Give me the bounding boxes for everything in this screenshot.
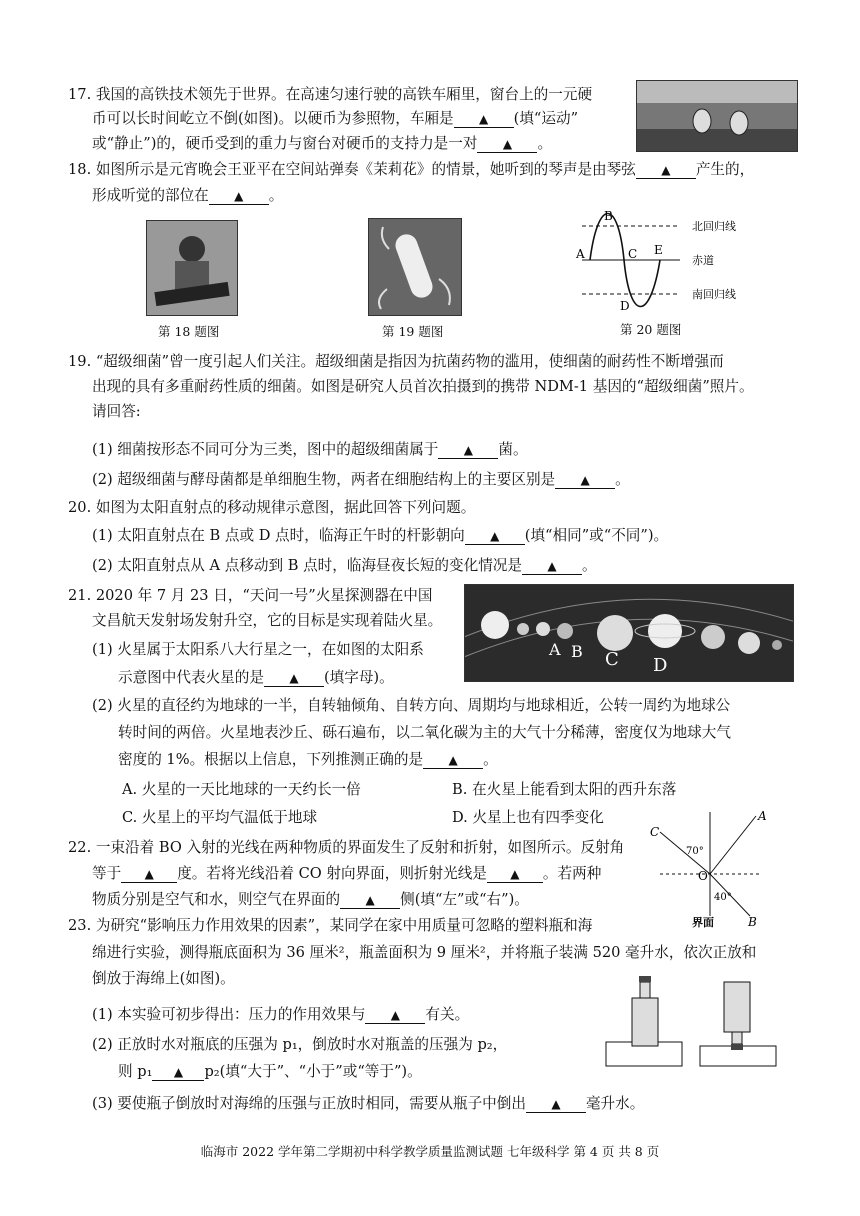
figure-20-sun-direct-point-diagram bbox=[568, 206, 768, 318]
figure-23-bottle-sponge-diagram bbox=[602, 974, 782, 1070]
figure-22-light-refraction-diagram bbox=[640, 808, 770, 928]
answer-blank: ▲ bbox=[580, 473, 590, 487]
q19-line1: 19. “超级细菌”曾一度引起人们关注。超级细菌是指因为抗菌药物的滥用，使细菌的耐药性不断增强而 bbox=[68, 353, 724, 370]
figure-19-bacteria-photo bbox=[368, 218, 462, 316]
q23-sub3: (3) 要使瓶子倒放时对海绵的压强与正放时相同，需要从瓶子中倒出 ▲ 毫升水。 bbox=[92, 1095, 645, 1112]
q22-line2: 等于 ▲ 度。若将光线沿着 CO 射向界面，则折射光线是 ▲ 。若两种 bbox=[92, 865, 602, 882]
label-o: O bbox=[698, 869, 708, 883]
q18-line2: 形成听觉的部位在 ▲ 。 bbox=[92, 187, 284, 204]
q23-sub2-line2: 则 p₁ ▲ p₂(填“大于”、“小于”或“等于”)。 bbox=[118, 1063, 422, 1080]
bottle-inverted bbox=[724, 982, 750, 1032]
angle-40-label: 40° bbox=[714, 892, 732, 903]
answer-blank: ▲ bbox=[510, 867, 520, 881]
answer-blank: ▲ bbox=[390, 1008, 401, 1022]
q20-sub1: (1) 太阳直射点在 B 点或 D 点时，临海正午时的杆影朝向 ▲ (填“相同”或“不同”)。 bbox=[92, 527, 669, 544]
q23-sub1: (1) 本实验可初步得出：压力的作用效果与 ▲ 有关。 bbox=[92, 1006, 470, 1023]
q23-sub2-line1: (2) 正放时水对瓶底的压强为 p₁，倒放时水对瓶盖的压强为 p₂， bbox=[92, 1036, 508, 1053]
figure-18-guzheng-photo bbox=[146, 220, 238, 316]
planet-b-label: B bbox=[571, 642, 583, 661]
page-footer: 临海市 2022 学年第二学期初中科学教学质量监测试题 七年级科学 第 4 页 共 8 页 bbox=[200, 1144, 660, 1159]
q21-option-b: B. 在火星上能看到太阳的西升东落 bbox=[452, 781, 677, 798]
q21-option-c: C. 火星上的平均气温低于地球 bbox=[122, 809, 318, 826]
answer-blank: ▲ bbox=[490, 529, 500, 543]
answer-blank: ▲ bbox=[365, 893, 375, 907]
planet-c-label: C bbox=[605, 649, 619, 670]
ray-oa bbox=[710, 816, 756, 874]
point-c-label: C bbox=[628, 247, 638, 261]
answer-blank: ▲ bbox=[144, 867, 154, 881]
answer-blank: ▲ bbox=[234, 189, 244, 203]
label-a: A bbox=[758, 809, 767, 823]
answer-blank: ▲ bbox=[551, 1097, 561, 1111]
answer-blank: ▲ bbox=[448, 753, 458, 767]
answer-blank: ▲ bbox=[289, 671, 299, 685]
q21-line2: 文昌航天发射场发射升空，它的目标是实现着陆火星。 bbox=[92, 612, 443, 629]
north-tropic-label: 北回归线 bbox=[692, 220, 736, 233]
bottle-upright bbox=[632, 998, 658, 1046]
equator-label: 赤道 bbox=[692, 254, 714, 267]
q21-sub2-line1: (2) 火星的直径约为地球的一半，自转轴倾角、自转方向、周期均与地球相近，公转一周约为地球公 bbox=[92, 697, 731, 714]
q19-line2: 出现的具有多重耐药性质的细菌。如图是研究人员首次拍摄到的携带 NDM-1 基因的“超级细菌”照片。 bbox=[92, 378, 754, 395]
q21-sub2-line3: 密度的 1%。根据以上信息，下列推测正确的是 ▲ 。 bbox=[118, 751, 498, 768]
answer-blank: ▲ bbox=[173, 1065, 184, 1079]
q19-sub1: (1) 细菌按形态不同可分为三类，图中的超级细菌属于 ▲ 菌。 bbox=[92, 441, 528, 458]
q21-sub1-line1: (1) 火星属于太阳系八大行星之一，在如图的太阳系 bbox=[92, 641, 424, 658]
q23-line1: 23. 为研究“影响压力作用效果的因素”，某同学在家中用质量可忽略的塑料瓶和海 bbox=[68, 917, 593, 934]
figure-18-caption: 第 18 题图 bbox=[158, 324, 220, 339]
answer-blank: ▲ bbox=[463, 443, 473, 457]
figure-21-solar-system-diagram bbox=[464, 584, 794, 682]
q17-line2: 币可以长时间屹立不倒(如图)。以硬币为参照物，车厢是 ▲ (填“运动” bbox=[92, 110, 579, 127]
q21-sub2-line2: 转时间的两倍。火星地表沙丘、砾石遍布，以二氧化碳为主的大气十分稀薄，密度仅为地球大气 bbox=[118, 724, 731, 741]
q21-line1: 21. 2020 年 7 月 23 日，“天问一号”火星探测器在中国 bbox=[68, 587, 433, 604]
point-e-label: E bbox=[654, 243, 663, 257]
q21-sub1-line2: 示意图中代表火星的是 ▲ (填字母)。 bbox=[118, 669, 394, 686]
q18-line1: 18. 如图所示是元宵晚会王亚平在空间站弹奏《茉莉花》的情景，她听到的琴声是由琴弦 ▲ 产生的， bbox=[68, 161, 755, 178]
angle-70-label: 70° bbox=[686, 846, 704, 857]
label-b: B bbox=[748, 915, 757, 928]
answer-blank: ▲ bbox=[502, 137, 513, 151]
south-tropic-label: 南回归线 bbox=[692, 288, 736, 301]
planet-d-label: D bbox=[653, 655, 668, 676]
interface-label: 界面 bbox=[692, 916, 714, 928]
label-c: C bbox=[650, 825, 660, 839]
answer-blank: ▲ bbox=[547, 559, 557, 573]
q17-line3: 或“静止”)的，硬币受到的重力与窗台对硬币的支持力是一对 ▲ 。 bbox=[92, 135, 553, 152]
q19-sub2: (2) 超级细菌与酵母菌都是单细胞生物，两者在细胞结构上的主要区别是 ▲ 。 bbox=[92, 471, 630, 488]
q21-option-d: D. 火星上也有四季变化 bbox=[452, 809, 604, 826]
figure-20-caption: 第 20 题图 bbox=[620, 322, 682, 337]
point-d-label: D bbox=[620, 299, 630, 313]
q20-sub2: (2) 太阳直射点从 A 点移动到 B 点时，临海昼夜长短的变化情况是 ▲ 。 bbox=[92, 557, 597, 574]
q23-line3: 倒放于海绵上(如图)。 bbox=[92, 970, 235, 987]
planet-a-label: A bbox=[549, 640, 561, 659]
figure-19-caption: 第 19 题图 bbox=[382, 324, 444, 339]
coin-train-photo bbox=[636, 80, 798, 152]
answer-blank: ▲ bbox=[479, 112, 489, 126]
q20-line1: 20. 如图为太阳直射点的移动规律示意图，据此回答下列问题。 bbox=[68, 499, 476, 516]
answer-blank: ▲ bbox=[661, 163, 671, 177]
q23-line2: 绵进行实验，测得瓶底面积为 36 厘米²，瓶盖面积为 9 厘米²，并将瓶子装满 520 毫升水，依次正放和 bbox=[92, 944, 757, 961]
point-a-label: A bbox=[576, 247, 585, 261]
q22-line1: 22. 一束沿着 BO 入射的光线在两种物质的界面发生了反射和折射，如图所示。反射角 bbox=[68, 839, 625, 856]
q17-line1: 17. 我国的高铁技术领先于世界。在高速匀速行驶的高铁车厢里，窗台上的一元硬 bbox=[68, 86, 593, 103]
q19-line3: 请回答: bbox=[92, 403, 141, 420]
point-b-label: B bbox=[604, 209, 613, 223]
q22-line3: 物质分别是空气和水，则空气在界面的 ▲ 侧(填“左”或“右”)。 bbox=[92, 891, 529, 908]
q21-option-a: A. 火星的一天比地球的一天约长一倍 bbox=[122, 781, 361, 798]
